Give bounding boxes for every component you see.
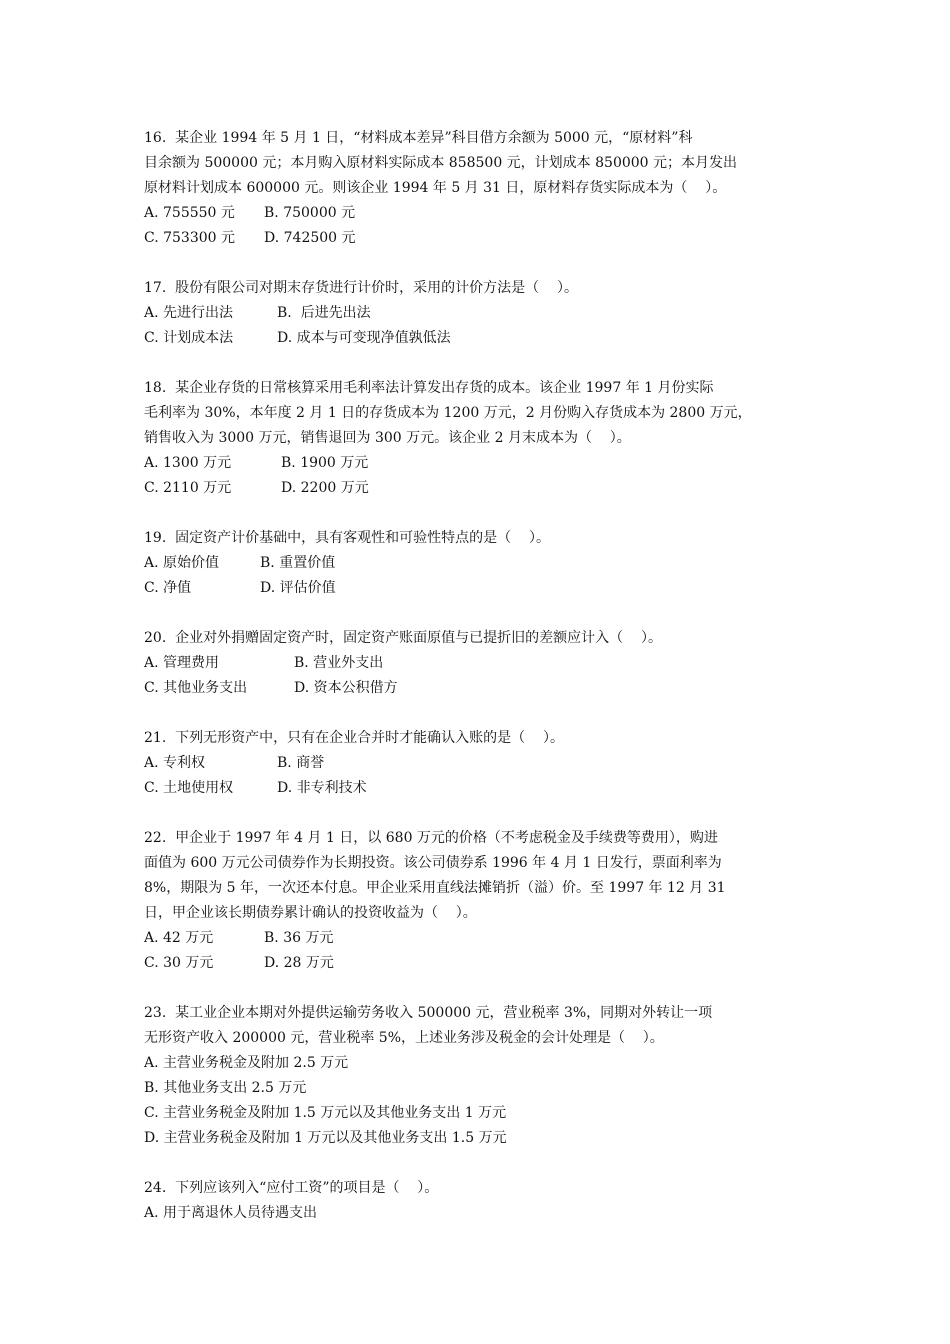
question-19 [144,526,824,601]
option-d: D. 评估价值 [260,580,336,596]
question-text-line: 21. 下列无形资产中，只有在企业合并时才能确认入账的是（ ）。 [144,730,564,746]
option-row [144,1126,824,1151]
option-d: D. 非专利技术 [277,780,367,796]
option-row [144,301,824,326]
option-c: C. 净值 [144,580,192,596]
option-d: D. 742500 元 [264,230,356,246]
option-row [144,226,824,251]
question-text-line: 无形资产收入 200000 元，营业税率 5%，上述业务涉及税金的会计处理是（ ）。 [144,1030,664,1046]
question-24 [144,1176,824,1226]
question-text-line: 16. 某企业 1994 年 5 月 1 日，“材料成本差异”科目借方余额为 5000 元，“原材料”科 [144,130,693,146]
option-row [144,326,824,351]
option-row [144,1101,824,1126]
option-a: A. 主营业务税金及附加 2.5 万元 [144,1055,349,1071]
option-row [144,676,824,701]
option-a: A. 用于离退休人员待遇支出 [144,1205,318,1221]
question-text-line: 22. 甲企业于 1997 年 4 月 1 日，以 680 万元的价格（不考虑税金及手续费等费用），购进 [144,830,718,846]
option-c: C. 计划成本法 [144,330,234,346]
option-c: C. 2110 万元 [144,480,232,496]
question-20 [144,626,824,701]
question-23 [144,1001,824,1151]
question-21 [144,726,824,801]
option-row [144,476,824,501]
option-row [144,451,824,476]
question-text-line: 20. 企业对外捐赠固定资产时，固定资产账面原值与已提折旧的差额应计入（ ）。 [144,630,662,646]
question-16 [144,126,824,251]
option-row [144,926,824,951]
option-d: D. 成本与可变现净值孰低法 [277,330,451,346]
option-c: C. 土地使用权 [144,780,234,796]
option-b: B. 营业外支出 [294,655,384,671]
option-row [144,751,824,776]
option-a: A. 42 万元 [144,930,214,946]
question-22 [144,826,824,976]
option-c: C. 其他业务支出 [144,680,248,696]
option-b: B. 其他业务支出 2.5 万元 [144,1080,307,1096]
option-d: D. 主营业务税金及附加 1 万元以及其他业务支出 1.5 万元 [144,1130,507,1146]
option-row [144,651,824,676]
option-d: D. 2200 万元 [281,480,369,496]
document-page [144,126,824,1251]
question-text-line: 销售收入为 3000 万元，销售退回为 300 万元。该企业 2 月末成本为（ ）。 [144,430,631,446]
question-text-line: 目余额为 500000 元；本月购入原材料实际成本 858500 元，计划成本 850000 元；本月发出 [144,155,738,171]
option-row [144,1051,824,1076]
option-b: B. 750000 元 [264,205,356,221]
option-row [144,551,824,576]
option-a: A. 管理费用 [144,655,220,671]
option-a: A. 原始价值 [144,555,220,571]
option-b: B. 36 万元 [264,930,334,946]
option-a: A. 先进行出法 [144,305,234,321]
option-row [144,1201,824,1226]
question-text-line: 24. 下列应该列入“应付工资”的项目是（ ）。 [144,1180,439,1196]
option-row [144,201,824,226]
option-row [144,576,824,601]
question-text-line: 日，甲企业该长期债券累计确认的投资收益为（ ）。 [144,905,477,921]
question-text-line: 8%，期限为 5 年，一次还本付息。甲企业采用直线法摊销折（溢）价。至 1997 年 12 月 31 [144,880,726,896]
question-18 [144,376,824,501]
option-b: B. 后进先出法 [277,305,371,321]
question-text-line: 面值为 600 万元公司债券作为长期投资。该公司债券系 1996 年 4 月 1 日发行，票面利率为 [144,855,722,871]
option-a: A. 1300 万元 [144,455,232,471]
option-d: D. 资本公积借方 [294,680,398,696]
option-row [144,1076,824,1101]
option-b: B. 重置价值 [260,555,336,571]
option-a: A. 755550 元 [144,205,235,221]
question-text-line: 17. 股份有限公司对期末存货进行计价时，采用的计价方法是（ ）。 [144,280,578,296]
option-a: A. 专利权 [144,755,206,771]
option-c: C. 30 万元 [144,955,214,971]
question-text-line: 23. 某工业企业本期对外提供运输劳务收入 500000 元，营业税率 3%，同期对外转让一项 [144,1005,713,1021]
question-text-line: 19. 固定资产计价基础中，具有客观性和可验性特点的是（ ）。 [144,530,550,546]
question-text-line: 18. 某企业存货的日常核算采用毛利率法计算发出存货的成本。该企业 1997 年 1 月份实际 [144,380,714,396]
question-17 [144,276,824,351]
question-text-line: 原材料计划成本 600000 元。则该企业 1994 年 5 月 31 日，原材料存货实际成本为（ ）。 [144,180,727,196]
question-text-line: 毛利率为 30%，本年度 2 月 1 日的存货成本为 1200 万元，2 月份购入存货成本为 2800 万元， [144,405,752,421]
option-row [144,776,824,801]
option-b: B. 商誉 [277,755,325,771]
option-c: C. 753300 元 [144,230,236,246]
option-b: B. 1900 万元 [281,455,369,471]
option-c: C. 主营业务税金及附加 1.5 万元以及其他业务支出 1 万元 [144,1105,507,1121]
option-row [144,951,824,976]
option-d: D. 28 万元 [264,955,334,971]
